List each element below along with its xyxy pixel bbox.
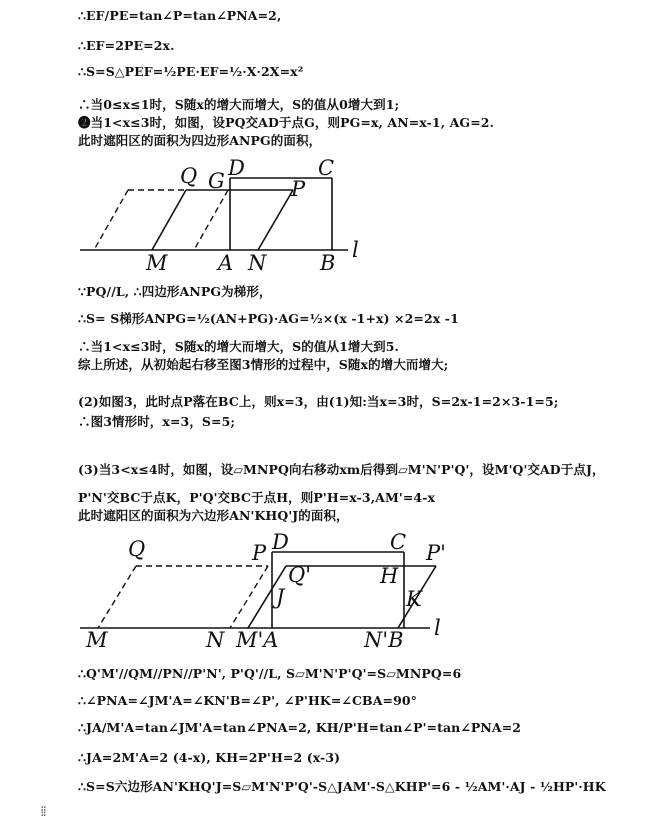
label-Q: Q	[128, 537, 146, 561]
label-P: P	[291, 177, 306, 201]
label-A: A	[218, 251, 234, 275]
text-line: ❷当1<x≤3时，如图，设PQ交AD于点G，则PG=x, AN=x-1, AG=2.	[78, 115, 495, 130]
label-N: N	[206, 628, 225, 652]
text-line: P'N'交BC于点K，P'Q'交BC于点H，则P'H=x-3,AM'=4-x	[78, 490, 436, 505]
text-line: ∴图3情形时，x=3，S=5;	[78, 414, 236, 429]
text-line: (3)当3<x≤4时，如图，设▱MNPQ向右移动xm后得到▱M'N'P'Q'，设M'Q'交AD于点J，	[78, 462, 605, 477]
text-line: ∴EF=2PE=2x.	[78, 38, 175, 53]
ghost-left-QM	[98, 566, 136, 628]
text-line: 此时遮阳区的面积为六边形AN'KHQ'J的面积，	[78, 508, 349, 523]
label-P-prime: P'	[426, 541, 446, 565]
label-D: D	[228, 156, 245, 180]
label-M: M	[146, 251, 168, 275]
text-line: ∴JA/M'A=tan∠JM'A=tan∠PNA=2, KH/P'H=tan∠P'=tan∠PNA=2	[78, 720, 522, 735]
label-P: P	[252, 541, 267, 565]
label-G: G	[208, 169, 225, 193]
label-K: K	[406, 587, 422, 611]
text-line: ∵PQ//L, ∴四边形ANPG为梯形，	[78, 284, 272, 299]
label-l: l	[352, 238, 359, 262]
label-M-prime-A: M'A	[236, 628, 279, 652]
text-line: ∴EF/PE=tan∠P=tan∠PNA=2,	[78, 8, 282, 23]
text-line: ∴JA=2M'A=2 (4-x), KH=2P'H=2 (x-3)	[78, 750, 341, 765]
text-line: ∴S=S六边形AN'KHQ'J=S▱M'N'P'Q'-S△JAM'-S△KHP'=6 - ½AM'·AJ - ½HP'·HK	[78, 779, 606, 794]
text-line: 此时遮阳区的面积为四边形ANPG的面积，	[78, 133, 322, 148]
text-line: ∴S= S梯形ANPG=½(AN+PG)·AG=½×(x -1+x) ×2=2x -1	[78, 311, 459, 326]
ghost-right-PN	[230, 566, 268, 628]
label-N: N	[248, 251, 267, 275]
drag-handle-icon[interactable]: ⁞⁞	[40, 804, 45, 820]
text-line: (2)如图3，此时点P落在BC上，则x=3，由(1)知:当x=3时，S=2x-1=2×3-1=5;	[78, 394, 559, 409]
label-B: B	[320, 251, 336, 275]
label-C: C	[318, 156, 335, 180]
label-H: H	[380, 564, 399, 588]
label-N-prime-B: N'B	[364, 628, 404, 652]
text-line: ∴∠PNA=∠JM'A=∠KN'B=∠P', ∠P'HK=∠CBA=90°	[78, 693, 418, 708]
text-line: ∴当1<x≤3时，S随x的增大而增大，S的值从1增大到5.	[78, 339, 399, 354]
label-Q: Q	[180, 164, 198, 188]
text-line: ∴S=S△PEF=½PE·EF=½·X·2X=x²	[78, 64, 304, 79]
text-line: ∴Q'M'//QM//PN//P'N', P'Q'//L, S▱M'N'P'Q'=S▱MNPQ=6	[78, 666, 462, 681]
text-line: 综上所述，从初始起右移至图3情形的过程中，S随x的增大而增大;	[78, 357, 449, 372]
label-D: D	[272, 530, 289, 554]
label-J: J	[276, 585, 285, 609]
label-C: C	[390, 530, 407, 554]
text-line: ∴当0≤x≤1时，S随x的增大而增大，S的值从0增大到1;	[78, 97, 400, 112]
label-l: l	[434, 616, 441, 640]
label-M: M	[86, 628, 108, 652]
label-Q-prime: Q'	[288, 563, 311, 587]
